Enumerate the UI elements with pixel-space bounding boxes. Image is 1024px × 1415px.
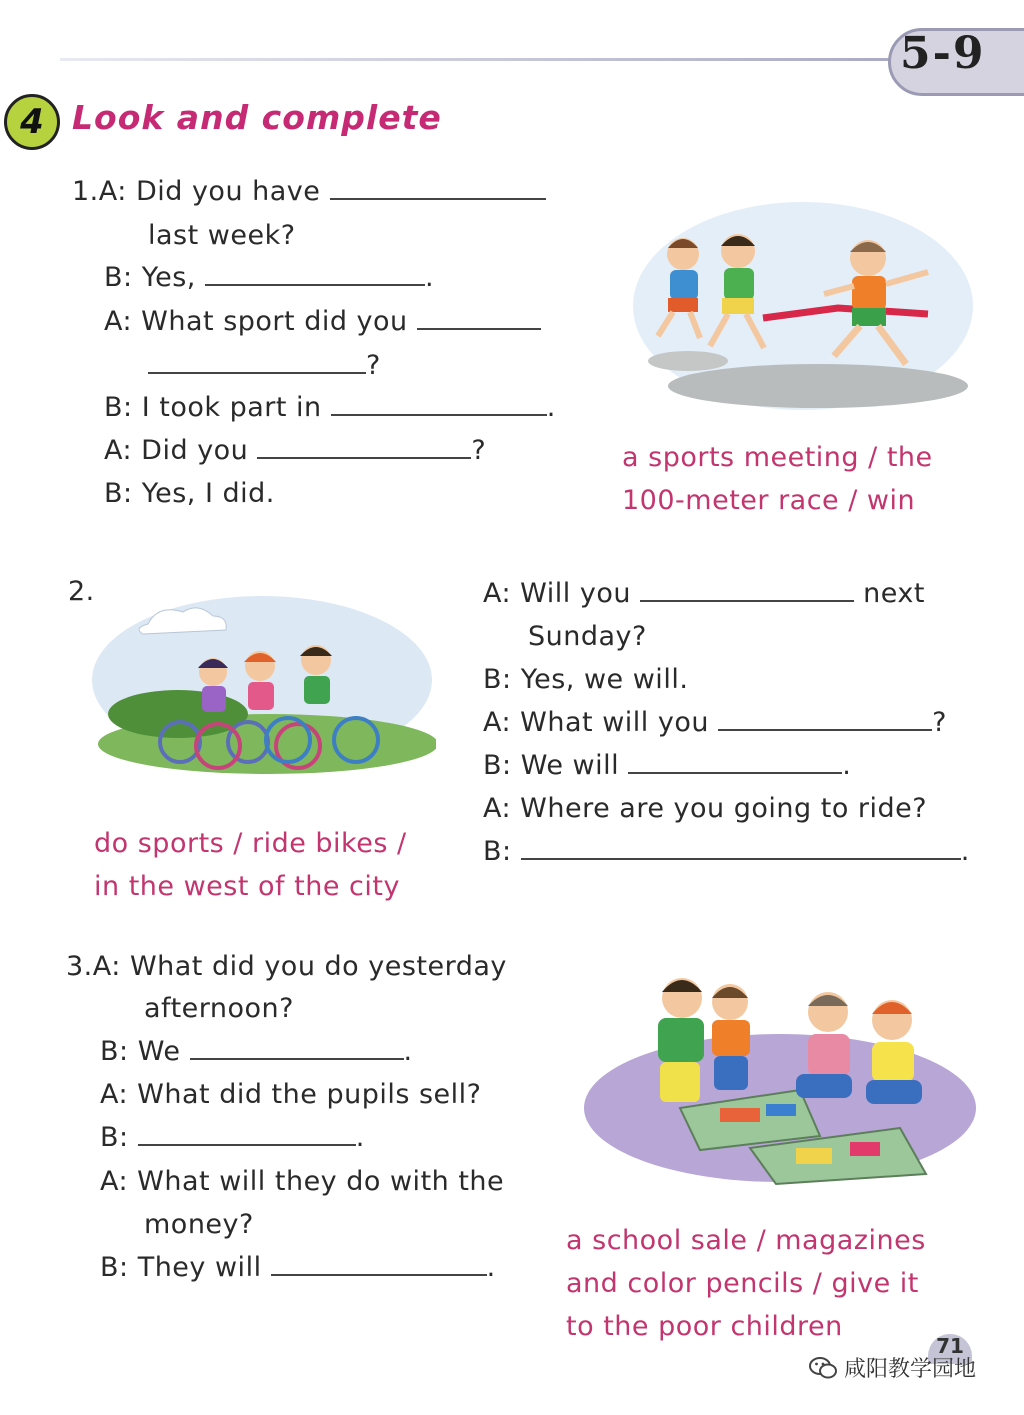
q1-hint-line-1: a sports meeting / the [622, 442, 933, 473]
header-rule [60, 58, 910, 61]
answer-blank[interactable] [205, 262, 425, 286]
q3-hint-line-2: and color pencils / give it [566, 1268, 919, 1299]
q1-line-2: last week? [148, 220, 296, 251]
q3-hint-line-3: to the poor children [566, 1311, 843, 1342]
q2-number: 2. [68, 576, 95, 607]
answer-blank[interactable] [257, 435, 471, 459]
q2-line-2: Sunday? [528, 621, 647, 652]
q1-line-4: A: What sport did you [104, 306, 541, 337]
unit-label: 5-9 [900, 28, 986, 79]
exercise-title: Look and complete [72, 98, 442, 137]
watermark [808, 1352, 976, 1383]
q1-line-5: ? [148, 350, 381, 381]
q2-line-7: B: . [483, 836, 970, 867]
watermark-text: 咸阳教学园地 [844, 1357, 977, 1382]
answer-blank[interactable] [331, 392, 547, 416]
answer-blank[interactable] [640, 578, 854, 602]
q3-line-7: money? [144, 1209, 254, 1240]
q3-line-2: afternoon? [144, 993, 294, 1024]
q3-line-4: A: What did the pupils sell? [100, 1079, 482, 1110]
answer-blank[interactable] [190, 1036, 404, 1060]
q2-line-3: B: Yes, we will. [483, 664, 689, 695]
answer-blank[interactable] [330, 176, 546, 200]
running-race-illustration [628, 196, 978, 418]
riding-bikes-illustration [88, 594, 436, 774]
q3-number: 3. [66, 951, 93, 982]
answer-blank[interactable] [138, 1122, 356, 1146]
q1-line-6: B: I took part in . [104, 392, 556, 423]
q1-line-3: B: Yes, . [104, 262, 435, 293]
answer-blank[interactable] [718, 707, 932, 731]
answer-blank[interactable] [521, 836, 961, 860]
q3-hint-line-1: a school sale / magazines [566, 1225, 926, 1256]
q1-line-1: 1.A: Did you have [72, 176, 546, 207]
q3-line-6: A: What will they do with the [100, 1166, 505, 1197]
exercise-number-badge: 4 [4, 94, 60, 150]
page-number: 71 [928, 1334, 972, 1364]
wechat-icon [808, 1355, 838, 1381]
q1-number: 1. [72, 176, 99, 207]
answer-blank[interactable] [417, 306, 541, 330]
q1-line-8: B: Yes, I did. [104, 478, 275, 509]
q2-hint-line-1: do sports / ride bikes / [94, 828, 407, 859]
q2-hint-line-2: in the west of the city [94, 871, 400, 902]
school-sale-illustration [570, 958, 976, 1186]
answer-blank[interactable] [628, 750, 842, 774]
q2-line-6: A: Where are you going to ride? [483, 793, 928, 824]
q1-hint-line-2: 100-meter race / win [622, 485, 916, 516]
q2-line-4: A: What will you ? [483, 707, 947, 738]
q3-line-8: B: They will . [100, 1252, 496, 1283]
q2-line-5: B: We will . [483, 750, 852, 781]
answer-blank[interactable] [271, 1252, 487, 1276]
q3-line-1: 3.A: What did you do yesterday [66, 951, 507, 982]
answer-blank[interactable] [148, 350, 366, 374]
q2-line-1: A: Will you next [483, 578, 925, 609]
q3-line-3: B: We . [100, 1036, 413, 1067]
q1-line-7: A: Did you ? [104, 435, 487, 466]
q3-line-5: B: . [100, 1122, 365, 1153]
